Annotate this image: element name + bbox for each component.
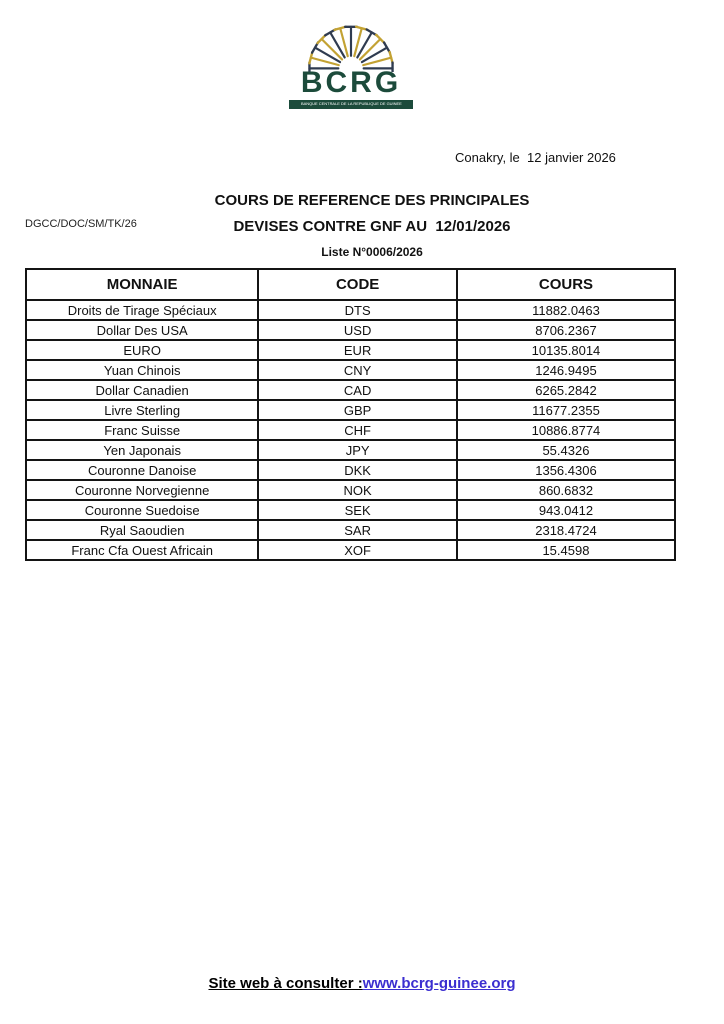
rate-value-cell: 6265.2842: [457, 380, 675, 400]
currency-name-cell: EURO: [26, 340, 258, 360]
table-row: [26, 440, 675, 460]
footer-label: Site web à consulter :: [208, 975, 363, 992]
title-block: [20, 192, 724, 259]
website-link[interactable]: www.bcrg-guinee.org: [362, 975, 516, 992]
table-row: [26, 420, 675, 440]
rate-value-cell: 8706.2367: [457, 320, 675, 340]
logo-subtitle-bar: [289, 100, 413, 109]
currency-name-cell: Dollar Canadien: [26, 380, 258, 400]
column-header-cours: COURS: [457, 269, 675, 300]
bcrg-logo: [288, 16, 414, 109]
rate-value-cell: 943.0412: [457, 500, 675, 520]
footer: [0, 975, 724, 992]
currency-code-cell: EUR: [258, 340, 457, 360]
currency-code-cell: DKK: [258, 460, 457, 480]
column-header-code: CODE: [258, 269, 457, 300]
currency-code-cell: CAD: [258, 380, 457, 400]
currency-code-cell: SEK: [258, 500, 457, 520]
currency-code-cell: DTS: [258, 300, 457, 320]
exchange-rate-table: [25, 268, 676, 561]
rate-value-cell: 11882.0463: [457, 300, 675, 320]
document-reference: DGCC/DOC/SM/TK/26: [25, 218, 137, 230]
table-header-row: [26, 269, 675, 300]
list-number: Liste N°0006/2026: [321, 245, 423, 259]
rate-value-cell: 1246.9495: [457, 360, 675, 380]
table-row: [26, 540, 675, 560]
currency-name-cell: Franc Suisse: [26, 420, 258, 440]
column-header-monnaie: MONNAIE: [26, 269, 258, 300]
rate-value-cell: 2318.4724: [457, 520, 675, 540]
currency-code-cell: XOF: [258, 540, 457, 560]
table-row: [26, 480, 675, 500]
currency-name-cell: Dollar Des USA: [26, 320, 258, 340]
rate-value-cell: 1356.4306: [457, 460, 675, 480]
rate-value-cell: 10886.8774: [457, 420, 675, 440]
currency-name-cell: Yen Japonais: [26, 440, 258, 460]
table-row: [26, 300, 675, 320]
currency-name-cell: Livre Sterling: [26, 400, 258, 420]
logo-subtitle: BANQUE CENTRALE DE LA REPUBLIQUE DE GUINEE: [300, 102, 402, 107]
currency-code-cell: JPY: [258, 440, 457, 460]
rate-value-cell: 860.6832: [457, 480, 675, 500]
table-row: [26, 380, 675, 400]
currency-code-cell: GBP: [258, 400, 457, 420]
sunburst-pins-icon: [288, 16, 414, 72]
page-title-line2: DEVISES CONTRE GNF AU 12/01/2026: [233, 218, 511, 235]
currency-code-cell: CNY: [258, 360, 457, 380]
currency-name-cell: Franc Cfa Ouest Africain: [26, 540, 258, 560]
table-row: [26, 520, 675, 540]
rate-value-cell: 15.4598: [457, 540, 675, 560]
currency-name-cell: Yuan Chinois: [26, 360, 258, 380]
table-row: [26, 460, 675, 480]
table-row: [26, 500, 675, 520]
dateline: Conakry, le 12 janvier 2026: [455, 150, 616, 165]
currency-name-cell: Couronne Norvegienne: [26, 480, 258, 500]
table-row: [26, 340, 675, 360]
table-row: [26, 320, 675, 340]
table-row: [26, 360, 675, 380]
currency-name-cell: Ryal Saoudien: [26, 520, 258, 540]
currency-code-cell: SAR: [258, 520, 457, 540]
rate-value-cell: 11677.2355: [457, 400, 675, 420]
table-body: [26, 300, 675, 560]
table-row: [26, 400, 675, 420]
currency-code-cell: NOK: [258, 480, 457, 500]
currency-name-cell: Couronne Danoise: [26, 460, 258, 480]
currency-code-cell: USD: [258, 320, 457, 340]
rate-value-cell: 55.4326: [457, 440, 675, 460]
currency-name-cell: Couronne Suedoise: [26, 500, 258, 520]
currency-code-cell: CHF: [258, 420, 457, 440]
page-title-line1: COURS DE REFERENCE DES PRINCIPALES: [214, 192, 530, 209]
currency-name-cell: Droits de Tirage Spéciaux: [26, 300, 258, 320]
logo-acronym: BCRG: [300, 66, 402, 99]
rate-value-cell: 10135.8014: [457, 340, 675, 360]
